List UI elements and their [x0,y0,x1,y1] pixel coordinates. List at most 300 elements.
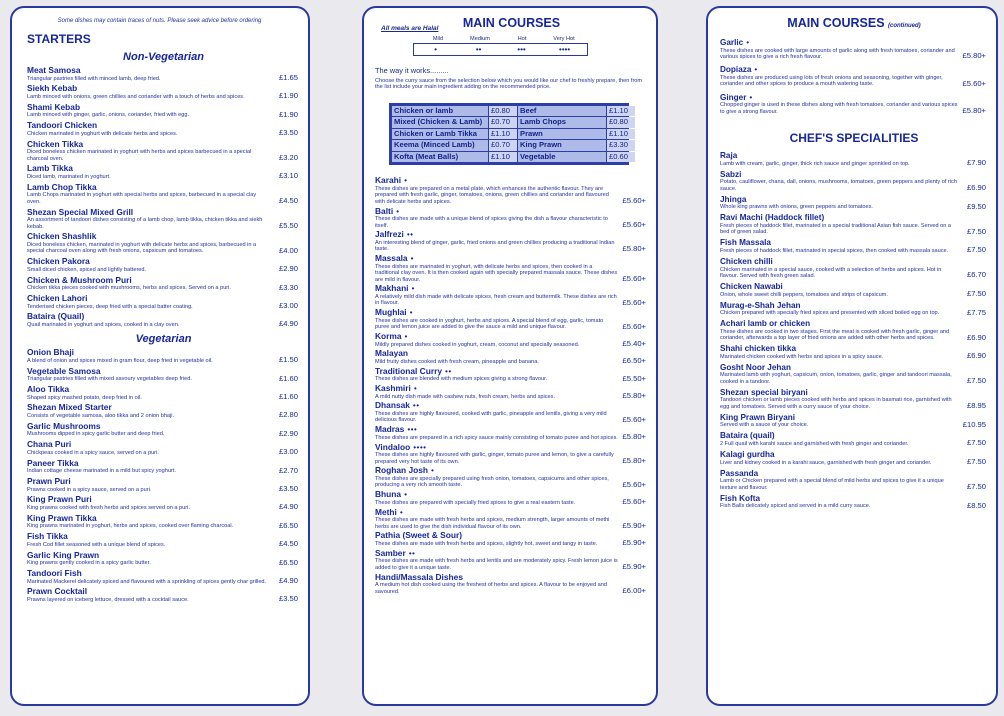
dish-price: £2.90 [278,428,298,438]
chilli-heat-icon: • [413,384,418,394]
dish-description: Fish Balls delicately spiced and served in a mild curry sauce. [720,503,871,510]
dish-name: Bataira (Quail) [27,311,85,322]
nonveg-item [27,84,300,100]
dish-name: Shami Kebab [27,101,81,112]
nonveg-title: Non-Vegetarian [123,51,204,63]
dish-description: These dishes are prepared on a metal plate, which enhances the authentic flavour. They are prepared with fresh garlic, ginger, tomatoes, onions, green chillies and coriander and flavoured with delicate herbs and spices. [375,185,609,205]
ingredient-price: £3.30 [607,140,635,151]
veg-item [27,403,300,419]
dish-description: These dishes are cooked in two stages. First the meat is cooked with fresh garlic, ginger and coriander, afterwards a top layer of fried onions are added with other herbs and spices. [720,328,950,342]
chef-special-item [720,344,988,360]
dish-description: These dishes are highly flavoured with garlic, ginger, tomato puree and lemon, to give a carefully prepared very hot taste of its own. [375,452,614,465]
dish-name: Mughlai • [375,307,413,318]
dish-price: £6.90 [966,351,986,361]
dish-price: £6.50+ [622,356,646,366]
dish-name: Gosht Noor Jehan [720,362,791,372]
dish-price: £3.20 [278,152,298,162]
dish-name: Chicken Nawabi [720,282,783,291]
curry-continued-item [720,65,988,87]
ingredient-price: £1.10 [607,129,635,140]
dish-price: £1.90 [278,109,298,119]
dish-price: £5.80+ [962,106,986,116]
chef-special-item [720,238,988,254]
dish-price: £4.90 [278,576,298,585]
nonveg-item [27,257,300,273]
dish-description: These dishes are produced using lots of fresh onions and seasoning, together with ginger, coriander and other spices to produce a mouth watering taste. [720,75,943,88]
dish-name: Garlic Mushrooms [27,420,101,431]
dish-price: £1.65 [278,73,298,82]
dish-description: Whole king prawns with onions, green peppers and tomatoes. [720,204,873,211]
dish-price: £6.50 [278,557,298,567]
dish-price: £10.95 [962,419,986,429]
dish-name: Chicken Shashlik [27,231,97,242]
chilli-heat-icon: • [399,507,404,517]
dish-price: £6.50 [278,520,298,530]
ingredient-price: £1.10 [489,129,517,140]
heat-scale-labels [417,36,648,42]
dish-name: Siekh Kebab [27,83,78,94]
ingredient-name: King Prawn [518,140,606,151]
dish-price: £5.80+ [622,432,646,442]
dish-description: These dishes are made with fresh herbs and spices, slightly hot, sweet and tangy in taste. [375,541,598,548]
dish-description: Mushrooms dipped in spicy garlic butter and deep fried. [27,431,165,438]
chef-special-item [720,413,988,429]
dish-price: £3.00 [278,300,298,310]
chef-special-item [720,319,988,341]
chilli-heat-icon: • [409,308,413,318]
dish-price: £5.60+ [622,414,646,424]
dish-name: Murag-e-Shah Jehan [720,300,801,310]
dish-price: £7.75 [966,307,986,317]
dish-description: Quail marinated in yoghurt and spices, cooked in a clay oven. [27,321,180,328]
veg-item [27,367,300,383]
dish-price: £4.90 [278,319,298,329]
nonveg-item [27,121,300,137]
heat-label: Hot [517,36,527,42]
dish-name: Kalagi gurdha [720,449,775,459]
dish-price: £7.50 [966,226,986,236]
dish-name: Garlic • [720,38,750,47]
dish-name: Fish Tikka [27,531,68,542]
dish-name: Shezan Mixed Starter [27,402,112,413]
dish-price: £6.70 [966,270,986,280]
dish-description: Diced boneless chicken marinated in yoghurt with herbs and spices barbecued in a special charcoal oven. [27,149,252,162]
dish-description: Consists of vegetable samosa, aloo tikka and 2 onion bhaji. [27,413,175,420]
dish-name: Malayan [375,348,409,359]
dish-description: Marinated lamb with yoghurt, capsicum, onion, tomatoes, garlic, ginger and tandoori massala, cooked in a tandoor. [720,372,952,385]
curry-item [375,466,648,488]
dish-price: £5.60+ [622,497,646,507]
dish-name: Methi • [375,506,404,517]
dish-price: £4.00 [278,245,298,255]
chef-special-item [720,450,988,466]
ingredient-price: £0.70 [489,140,517,151]
dish-description: A relatively mild dish made with delicate spices, fresh cream and buttermilk. These dishes are rich in flavour. [375,293,617,307]
heat-label: Medium [470,36,490,42]
dish-price: £5.80+ [962,51,986,61]
dish-description: These dishes are specially prepared using fresh onion, tomatoes, capsicums and other spices, producing a very rich smooth taste. [375,476,609,489]
dish-name: Madras ••• [375,424,418,435]
chilli-heat-icon: • [431,466,435,476]
dish-name: Ravi Machi (Haddock fillet) [720,213,825,223]
dish-description: Lamb minced with ginger, garlic, onions, coriander, fried with egg. [27,112,189,119]
dish-price: £3.10 [278,171,298,181]
ingredient-name: Prawn [518,129,606,140]
dish-description: Indian cottage cheese marinated in a mild but spicy yoghurt. [27,468,176,475]
dish-description: Served with a sauce of your choice. [720,422,809,429]
dish-name: Prawn Puri [27,476,71,487]
dish-description: Chicken marinated in yoghurt with delicate herbs and spices. [27,130,178,137]
dish-description: Triangular pastries filled with minced lamb, deep fried. [27,75,161,82]
chilli-heat-icon: ••• [517,45,526,54]
dish-name: Chicken Pakora [27,256,90,267]
dish-name: Ginger • [720,92,753,102]
dish-price: £3.50 [278,128,298,138]
dish-description: Fresh pieces of haddock fillet, marinated in special spices, then cooked with massala sauce. [720,248,949,254]
dish-name: Lamb Tikka [27,163,73,174]
ingredient-price: £1.10 [607,106,635,117]
dish-price: £1.60 [278,373,298,383]
dish-name: Bhuna • [375,489,408,500]
dish-price: £5.60+ [622,479,646,489]
dish-description: These dishes are blended with medium spices giving a strong flavour. [375,376,548,383]
curry-continued-item [720,93,988,115]
ingredient-price: £0.80 [489,106,517,117]
chilli-heat-icon: • [749,92,753,102]
dish-name: Korma • [375,330,408,341]
dish-description: Triangular pastries filled with mixed savoury vegetables deep fried. [27,376,192,383]
veg-item [27,551,300,567]
chef-special-item [720,494,988,510]
nonveg-list [27,66,300,328]
veg-item [27,587,300,603]
curry-item [375,284,648,306]
chilli-heat-icon: • [410,254,414,264]
chilli-heat-icon: •• [412,401,420,411]
dish-description: Chopped ginger is used in these dishes along with fresh tomatoes, coriander and various spices to give a strong flavour. [720,102,958,115]
dish-name: Chicken chilli [720,257,773,266]
veg-item [27,459,300,475]
curry-item [375,332,648,348]
ingredient-name: Keema (Minced Lamb) [392,140,488,151]
dish-name: Vegetable Samosa [27,365,101,376]
nonveg-item [27,103,300,119]
dish-description: Chicken tikka pieces cooked with mushrooms, herbs and spices. Served on a puri. [27,285,231,292]
dish-description: These dishes are prepared with specially fried spices to give a real eastern taste. [375,499,576,506]
veg-item [27,348,300,364]
dish-description: Potato, cauliflower, chana, dall, onions, mushrooms, tomatoes, green peppers and plenty of rich sauce. [720,179,957,192]
curry-item [375,230,648,252]
curry-continued-item [720,38,988,60]
curry-item [375,573,648,595]
veg-title: Vegetarian [135,333,192,346]
dish-name: Paneer Tikka [27,457,79,468]
dish-description: Marinated Mackerel delicately spiced and flavoured with a sprinkling of spices gently char grilled. [27,578,267,585]
dish-name: Dhansak •• [375,400,420,411]
nonveg-item [27,208,300,230]
dish-description: Lamb with cream, garlic, ginger, thick rich sauce and ginger sprinkled on top. [720,160,910,167]
dish-description: An assortment of tandoori dishes consisting of a lamb chop, lamb tikka, chicken tikka and siekh kebab. [27,217,263,230]
dish-description: Tenderised chicken pieces, deep fried with a special batter coating. [27,303,193,310]
ingredient-price: £1.10 [489,152,517,163]
dish-price: £3.50 [278,594,298,604]
halal-note: All meals are Halal [381,25,439,32]
dish-price: £2.80 [278,410,298,420]
dish-description: A blend of onion and spices mixed in gram flour, deep fried in vegetable oil. [27,357,213,364]
dish-description: A mild nutty dish made with cashew nuts, fresh cream, herbs and spices. [375,393,556,400]
dish-description: Chicken marinated in a special sauce, cooked with a selection of herbs and spices. Hot in flavour. Served with fresh green salad. [720,266,942,279]
dish-price: £5.60+ [622,273,646,283]
dish-description: Shaped spicy mashed potato, deep fried in oil. [27,394,142,401]
dish-description: Marinated chicken cooked with herbs and spices in a spicy sauce. [720,353,884,360]
dish-price: £5.90+ [622,538,646,548]
dish-price: £7.90 [966,158,986,168]
curry-item [375,443,648,465]
ingredient-price: £0.70 [489,117,517,128]
dish-price: £5.80+ [622,243,646,253]
chilli-heat-icon: • [404,331,408,341]
dish-name: Makhani • [375,283,415,294]
veg-item [27,532,300,548]
nonveg-item [27,183,300,205]
dish-price: £6.00+ [622,586,646,596]
dish-name: Kashmiri • [375,383,418,394]
dish-name: Pathia (Sweet & Sour) [375,530,463,541]
nonveg-item [27,140,300,162]
dish-description: Prawns cooked in a spicy sauce, served on a puri. [27,486,152,493]
dish-description: Chickpeas cooked in a spicy sauce, served on a puri. [27,449,159,456]
chef-special-item [720,257,988,279]
dish-name: Chicken & Mushroom Puri [27,274,132,285]
dish-price: £2.70 [278,465,298,475]
chilli-heat-icon: • [746,38,750,47]
heat-scale [413,43,588,56]
chilli-heat-icon: •• [475,45,482,54]
dish-description: Mildly prepared dishes cooked in yoghurt, cream, coconut and specially seasoned. [375,341,580,348]
main-courses-panel [362,6,658,706]
ingredient-name: Kofta (Meat Balls) [392,152,488,163]
ingredient-name: Lamb Chops [518,117,606,128]
main-courses-continued-panel [706,6,998,706]
dish-price: £1.50 [278,355,298,365]
chef-special-item [720,388,988,410]
dish-description: These dishes are highly flavoured, cooked with garlic, pineapple and lentils, giving a very mild delicious flavour. [375,411,607,424]
dish-price: £5.50 [278,220,298,230]
dish-description: These dishes are made with a unique blend of spices giving the dish a flavour characteristic to itself. [375,216,608,229]
dish-price: £7.50 [966,289,986,298]
veg-item [27,440,300,456]
dish-name: Fish Massala [720,238,771,248]
dish-description: Mild fruity dishes cooked with fresh cream, pineapple and banana. [375,358,539,365]
dish-name: Aloo Tikka [27,384,70,395]
dish-description: These dishes are cooked in yoghurt, herbs and spices. A special blend of egg, garlic, tomato puree and lemon juice are added to give the sauce a mild and unique flavour. [375,317,604,331]
how-it-works-title: The way it works......... [375,66,449,75]
dish-price: £5.40+ [622,338,646,348]
dish-description: These dishes are prepared in a rich spicy sauce mainly consisting of tomato puree and hot spices. [375,434,618,441]
continued-suffix: (continued) [888,23,921,29]
chef-specialities-title: CHEF'S SPECIALITIES [789,131,919,146]
dish-name: Garlic King Prawn [27,549,100,560]
dish-name: Onion Bhaji [27,347,74,358]
dish-name: Chicken Lahori [27,292,88,303]
dish-price: £6.90 [966,332,986,342]
dish-name: Chicken Tikka [27,138,84,149]
dish-name: Karahi • [375,175,408,186]
dish-price: £5.80+ [622,391,646,401]
chilli-heat-icon: • [411,284,415,294]
dish-price: £7.50 [966,438,986,448]
dish-name: Jalfrezi •• [375,229,414,240]
main-courses-continued-title [720,16,988,30]
dish-price: £7.50 [966,376,986,386]
dish-description: These dishes are cooked with large amounts of garlic along with fresh tomatoes, coriander and various spices to give a rich fresh flavour. [720,47,955,60]
main-courses-title: MAIN COURSES [462,16,561,30]
dish-name: Tandoori Chicken [27,120,98,131]
dish-price: £7.50 [966,245,986,255]
dish-price: £5.60+ [962,78,986,88]
dish-name: Chana Puri [27,439,72,450]
dish-price: £8.50 [966,500,986,510]
veg-item [27,477,300,493]
dish-price: £5.60+ [622,196,646,206]
dish-price: £6.90 [966,183,986,193]
nonveg-item [27,294,300,310]
dish-description: These dishes are made with fresh herbs and lentils and are moderately spicy. Fresh lemon juice is added to give it a unique taste. [375,558,618,571]
curry-item [375,176,648,205]
dish-price: £5.90+ [622,521,646,531]
nonveg-item [27,66,300,82]
chilli-heat-icon: •••• [558,45,571,54]
dish-name: Raja [720,151,738,161]
heat-label: Mild [432,36,444,42]
veg-list [27,348,300,603]
nonveg-item [27,276,300,292]
chef-special-item [720,469,988,491]
dish-description: King prawns cooked with fresh herbs and spices served on a puri. [27,505,190,512]
dish-description: Chicken prepared with specially fried spices and presented with sliced boiled egg on top. [720,310,940,317]
chilli-heat-icon: • [396,206,400,216]
heat-label: Very Hot [553,36,575,42]
chilli-heat-icon: • [404,490,408,500]
dish-name: Prawn Cocktail [27,586,88,597]
veg-item [27,514,300,530]
dish-description: Diced lamb, marinated in yoghurt. [27,173,111,180]
dish-description: Lamb or Chicken prepared with a special blend of mild herbs and spices to give it a unique texture and flavour. [720,478,944,491]
dish-price: £5.60+ [622,297,646,307]
chilli-heat-icon: ••• [407,425,418,435]
dish-price: £4.50 [278,196,298,206]
curry-item [375,384,648,400]
dish-price: £4.50 [278,539,298,549]
ingredient-price-table [389,103,629,166]
dish-description: Prawns layered on iceberg lettuce, dressed with a cocktail sauce. [27,596,189,603]
dish-name: Achari lamb or chicken [720,319,811,329]
dish-name: Handi/Massala Dishes [375,571,463,582]
dish-description: King prawns gently cooked in a spicy garlic butter. [27,560,151,567]
curry-item [375,531,648,547]
dish-name: Fish Kofta [720,493,761,503]
dish-name: Bataira (quail) [720,431,775,441]
dish-price: £5.90+ [622,562,646,572]
dish-price: £1.60 [278,392,298,402]
starters-panel [10,6,310,706]
chef-special-item [720,195,988,211]
curry-item [375,490,648,506]
dish-name: Shahi chicken tikka [720,344,796,354]
chef-special-item [720,431,988,447]
starters-title: STARTERS [27,32,91,46]
nonveg-item [27,232,300,254]
dish-name: Balti • [375,205,400,216]
veg-item [27,422,300,438]
ingredient-name: Vegetable [518,152,606,163]
ingredient-name: Mixed (Chicken & Lamb) [392,117,488,128]
how-it-works-text: Choose the curry sauce from the selection below which you would like our chef to freshly prepare, then from the list include your main ingredient adding on the recommended price. [375,78,643,91]
dish-name: King Prawn Biryani [720,412,796,422]
dish-name: Massala • [375,253,414,264]
continued-title-text: MAIN COURSES [787,16,885,30]
chilli-heat-icon: • [434,45,437,54]
dish-description: Tandoori chicken or lamb pieces cooked with herbs and spices in basmati rice, garnished with egg and tomatoes. Served with a curry sauce of your choice. [720,397,952,410]
dish-description: Fresh Cod fillet seasoned with a unique blend of spices. [27,541,166,548]
chef-special-item [720,301,988,317]
dish-name: King Prawn Puri [27,494,92,505]
dish-description: Lamb Chops marinated in yoghurt with special herbs and spices, barbecued in a special clay oven. [27,192,257,205]
chilli-heat-icon: • [754,65,758,75]
ingredient-name: Beef [518,106,606,117]
curry-item [375,367,648,383]
curry-item [375,508,648,530]
dish-price: £8.95 [966,401,986,411]
dish-price: £4.90 [278,502,298,512]
ingredient-price: £0.80 [607,117,635,128]
chef-special-item [720,151,988,167]
dish-name: Jhinga [720,194,747,204]
dish-name: Shezan Special Mixed Grill [27,206,134,217]
chef-specialities-list [720,151,988,509]
curry-item [375,401,648,423]
chef-special-item [720,282,988,298]
curry-item [375,308,648,330]
dish-description: Liver and kidney cooked in a karahi sauce, garnished with fresh ginger and coriander. [720,459,932,466]
dish-name: Tandoori Fish [27,568,82,578]
dish-price: £3.30 [278,282,298,292]
nonveg-item [27,164,300,180]
dish-description: An interesting blend of ginger, garlic, fried onions and green chillies producing a traditional Indian taste. [375,239,615,253]
dish-name: Samber •• [375,547,416,558]
veg-item [27,385,300,401]
dish-name: Passanda [720,468,759,478]
dish-name: Traditional Curry •• [375,365,452,376]
nut-warning: Some dishes may contain traces of nuts. Please seek advice before ordering [57,18,262,24]
curry-item [375,549,648,571]
curry-item [375,425,648,441]
dish-price: £5.60+ [622,219,646,229]
dish-name: Shezan special biryani [720,387,808,397]
chilli-heat-icon: •• [445,366,452,376]
dish-name: Roghan Josh • [375,465,435,476]
chilli-heat-icon: • [404,176,408,186]
chef-special-item [720,363,988,385]
veg-item [27,569,300,585]
dish-price: £5.60+ [622,321,646,331]
dish-price: £7.50 [966,481,986,491]
dish-description: Diced boneless chicken, marinated in yoghurt with delicate herbs and spices, barbecued in a special charcoal oven along with fresh onions, capsicum and tomatoes. [27,241,257,255]
dish-price: £5.80+ [622,456,646,466]
curry-item [375,254,648,283]
dish-price: £1.90 [278,91,298,101]
dish-name: Lamb Chop Tikka [27,181,97,192]
